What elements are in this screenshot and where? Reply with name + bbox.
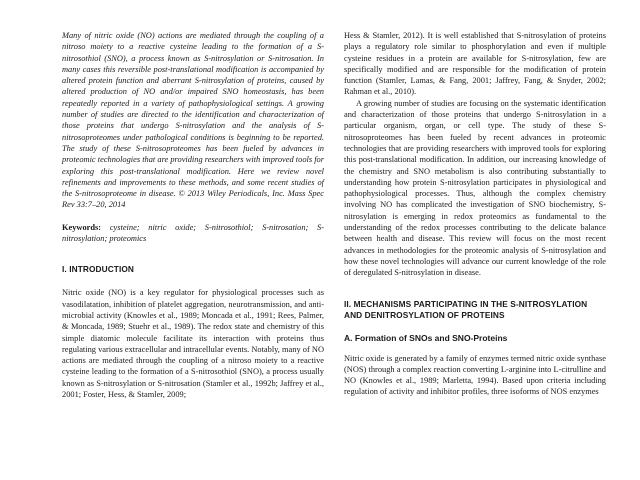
keywords-text: cysteine; nitric oxide; S-nitrosothiol; S-nitrosation; S-nitrosylation; proteomics bbox=[62, 222, 324, 244]
keywords-line bbox=[62, 222, 324, 245]
subsection-title-formation: A. Formation of SNOs and SNO-Proteins bbox=[344, 332, 508, 343]
section-title-mechanisms: II. MECHANISMS PARTICIPATING IN THE S-NITROSYLATION AND DENITROSYLATION OF PROTEINS bbox=[344, 298, 588, 320]
abstract-text: Many of nitric oxide (NO) actions are mediated through the coupling of a nitroso moiety to a reactive cysteine leading to the formation of a S-nitrosothiol (SNO), a process known as S-nitrosylation or S-nitrosation. In many cases this reversible post-translational modification is accompanied by altered protein function and aberrant S-nitrosylation of proteins, caused by altered production of NO and/or impaired SNO homeostasis, has been repeatedly reported in a variety of pathophysiological settings. A growing number of studies are directed to the identification and characterization of those proteins that undergo S-nitrosylation and the analysis of S-nitrosoproteomes under pathological conditions is beginning to be reported. The study of these S-nitrosoproteomes has been fueled by advances in proteomic technologies that are providing researchers with improved tools for exploring this post-translational modification. Here we review novel refinements and improvements to these methods, and some recent studies of the S-nitrosoproteome in disease. © 2013 Wiley Periodicals, Inc. Mass Spec Rev 33:7–20, 2014 bbox=[62, 31, 324, 210]
right-column bbox=[344, 30, 606, 398]
introduction-paragraph: Nitric oxide (NO) is a key regulator for physiological processes such as vasodilatation, inhibition of platelet aggregation, neurotransmission, and anti-microbial activity (Knowles et al., 1989; Moncada et al., 1991; Rees, Palmer, & Moncada, 1989; Stuehr et al., 1989). The redox state and chemistry of this simple diatomic molecule facilitate its interaction with proteins thus regulating various extracellular and intracellular events. Notably, many of NO actions are mediated through the coupling of a nitroso moiety to a reactive cysteine leading to the formation of a S-nitrosothiol (SNO), a process usually known as S-nitrosylation or S-nitrosation (Stamler et al., 1992b; Jaffrey et al., 2001; Foster, Hess, & Stamler, 2009; bbox=[62, 288, 324, 400]
keywords-label: Keywords: bbox=[62, 222, 102, 232]
left-column bbox=[62, 30, 324, 400]
formation-paragraph: Nitric oxide is generated by a family of enzymes termed nitric oxide synthase (NOS) through a complex reaction converting L-arginine into L-citrulline and NO (Knowles et al., 1989; Marletta, 1994). Based upon criteria including regulation of activity and inhibitor profiles, three isoforms of NOS enzymes bbox=[344, 353, 606, 397]
continuation-paragraph: Hess & Stamler, 2012). It is well established that S-nitrosylation of proteins plays a regulatory role similar to phosphorylation and even if multiple cysteine residues in a protein are available for S-nitrosylation, few are specifically modified and are responsible for the modification of protein function (Stamler, Lamas, & Fang, 2001; Jaffrey, Fang, & Snyder, 2002; Rahman et al., 2010). bbox=[344, 31, 606, 97]
review-scope-paragraph: A growing number of studies are focusing on the systematic identification and characterization of those proteins that undergo S-nitrosylation in a particular organism, organ, or cell type. The study of these S-nitrosoproteomes has been fueled by recent advances in proteomic technologies that are providing researchers with improved tools for exploring this post-translational modification. In addition, our increasing knowledge of the chemistry and SNO metabolism is also contributing substantially to understanding how protein S-nitrosylation participates in physiological and pathophysiological processes. Thus, although the complex chemistry involving NO has complicated the investigation of SNO biochemistry, S-nitrosylation is emerging in redox proteomics as fundamental to the understanding of the redox processes contributing to the delicate balance between health and disease. This review will focus on the most recent advances in methodologies for the proteomic analysis of S-nitrosylation and how these novel technologies will advance our current knowledge of the role of deregulated S-nitrosylation in disease. bbox=[344, 98, 606, 278]
section-title-introduction: I. INTRODUCTION bbox=[62, 264, 135, 275]
